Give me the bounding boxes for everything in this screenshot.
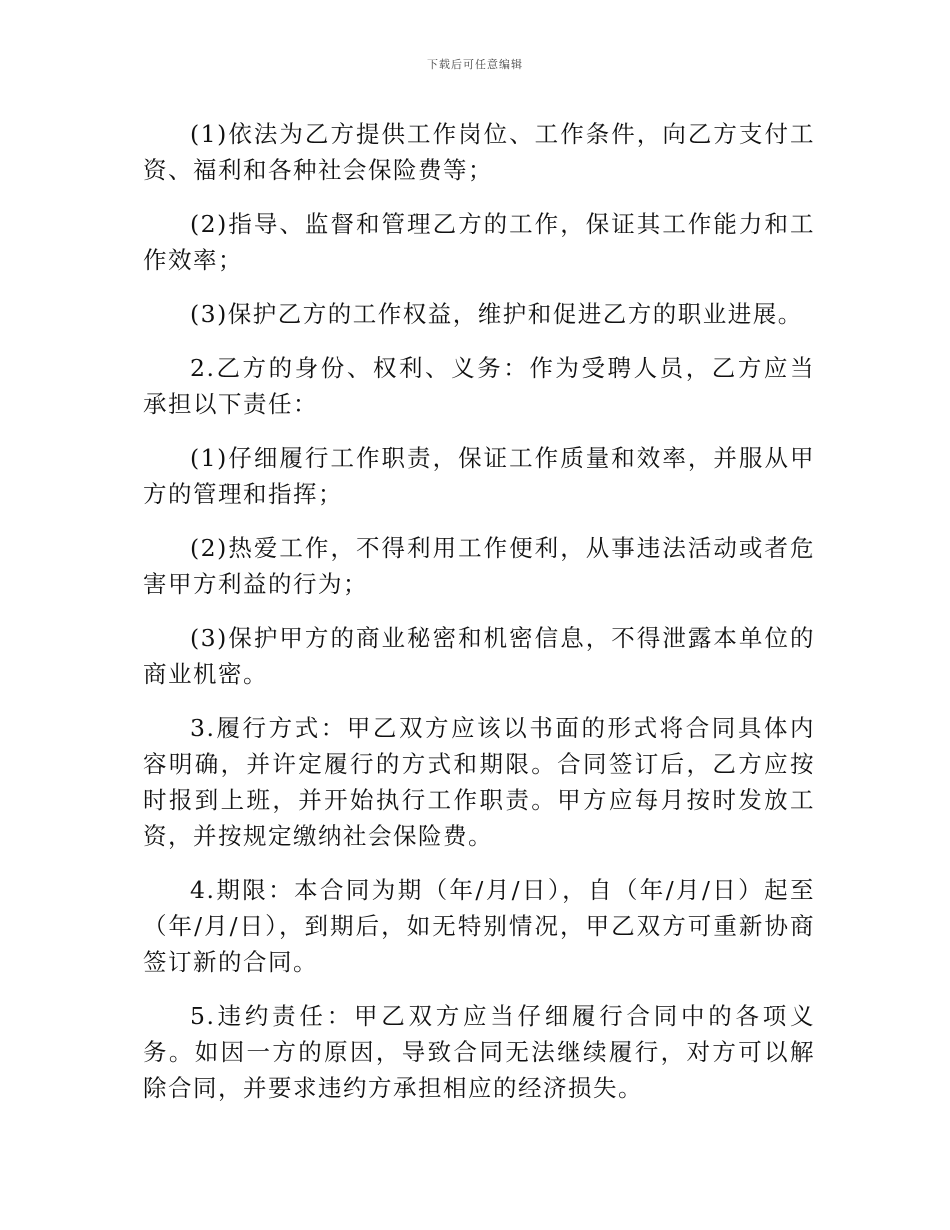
document-body: [143, 116, 815, 1124]
paragraph-employer-duty-1: (1)依法为乙方提供工作岗位、工作条件，向乙方支付工资、福利和各种社会保险费等；: [143, 120, 815, 184]
paragraph-employee-identity: 2.乙方的身份、权利、义务：作为受聘人员，乙方应当承担以下责任：: [143, 354, 815, 418]
page-header: 下载后可任意编辑: [427, 58, 523, 71]
paragraph-employee-duty-1: (1)仔细履行工作职责，保证工作质量和效率，并服从甲方的管理和指挥；: [143, 444, 815, 508]
paragraph-performance-method: 3.履行方式：甲乙双方应该以书面的形式将合同具体内容明确，并许定履行的方式和期限。合同签订后，乙方应按时报到上班，并开始执行工作职责。甲方应每月按时发放工资，并按规定缴纳社会保险费。: [143, 714, 815, 850]
paragraph-term: 4.期限：本合同为期（年/月/日），自（年/月/日）起至（年/月/日），到期后，如无特别情况，甲乙双方可重新协商签订新的合同。: [143, 876, 815, 976]
paragraph-employer-duty-3: (3)保护乙方的工作权益，维护和促进乙方的职业进展。: [190, 300, 803, 328]
paragraph-employee-duty-3: (3)保护甲方的商业秘密和机密信息，不得泄露本单位的商业机密。: [143, 624, 815, 688]
paragraph-employee-duty-2: (2)热爱工作，不得利用工作便利，从事违法活动或者危害甲方利益的行为；: [143, 534, 815, 598]
paragraph-employer-duty-2: (2)指导、监督和管理乙方的工作，保证其工作能力和工作效率；: [143, 210, 815, 274]
paragraph-liability: 5.违约责任：甲乙双方应当仔细履行合同中的各项义务。如因一方的原因，导致合同无法继续履行，对方可以解除合同，并要求违约方承担相应的经济损失。: [143, 1002, 815, 1102]
